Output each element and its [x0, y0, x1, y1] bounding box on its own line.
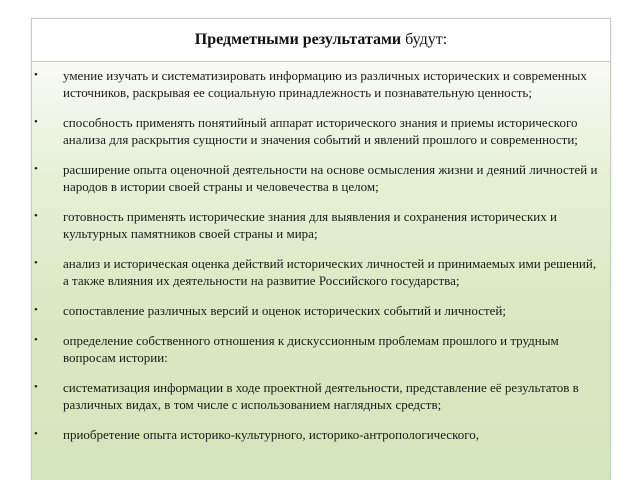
bullet-icon: •	[34, 428, 38, 440]
bullet-icon: •	[34, 304, 38, 316]
header-title-rest: будут:	[405, 31, 448, 48]
list-item-text: расширение опыта оценочной деятельности на основе осмысления жизни и деяний личностей и народов в истории своей страны и человечества в целом;	[63, 162, 598, 194]
list-item	[32, 67, 610, 101]
list-item	[32, 302, 610, 319]
list-item-text: систематизация информации в ходе проектной деятельности, представление её результатов в различных видах, в том числе с использованием наглядных средств;	[63, 380, 579, 412]
bullet-icon: •	[34, 210, 38, 222]
bullet-icon: •	[34, 257, 38, 269]
list-item	[32, 332, 610, 366]
list-item-text: умение изучать и систематизировать информацию из различных исторических и современных источников, раскрывая ее социальную принадлежность и познавательную ценность;	[63, 68, 587, 100]
content-panel	[31, 18, 611, 480]
bullet-icon: •	[34, 116, 38, 128]
list-item-text: сопоставление различных версий и оценок исторических событий и личностей;	[63, 303, 506, 318]
list-item	[32, 208, 610, 242]
panel-header	[32, 19, 610, 62]
results-list	[32, 67, 610, 456]
bullet-icon: •	[34, 163, 38, 175]
list-item-text: приобретение опыта историко-культурного, историко-антропологического,	[63, 427, 479, 442]
header-title-bold: Предметными результатами	[194, 31, 402, 48]
list-item	[32, 426, 610, 443]
list-item	[32, 379, 610, 413]
list-item	[32, 255, 610, 289]
list-item-text: готовность применять исторические знания для выявления и сохранения исторических и культурных памятников своей страны и мира;	[63, 209, 557, 241]
bullet-icon: •	[34, 381, 38, 393]
list-item-text: определение собственного отношения к дискуссионным проблемам прошлого и трудным вопросам истории:	[63, 333, 559, 365]
bullet-icon: •	[34, 69, 38, 81]
list-item	[32, 114, 610, 148]
list-item	[32, 161, 610, 195]
list-item-text: способность применять понятийный аппарат исторического знания и приемы исторического анализа для раскрытия сущности и значения событий и явлений прошлого и современности;	[63, 115, 578, 147]
bullet-icon: •	[34, 334, 38, 346]
list-item-text: анализ и историческая оценка действий исторических личностей и принимаемых ими решений, а также влияния их деятельности на развитие Российского государства;	[63, 256, 597, 288]
